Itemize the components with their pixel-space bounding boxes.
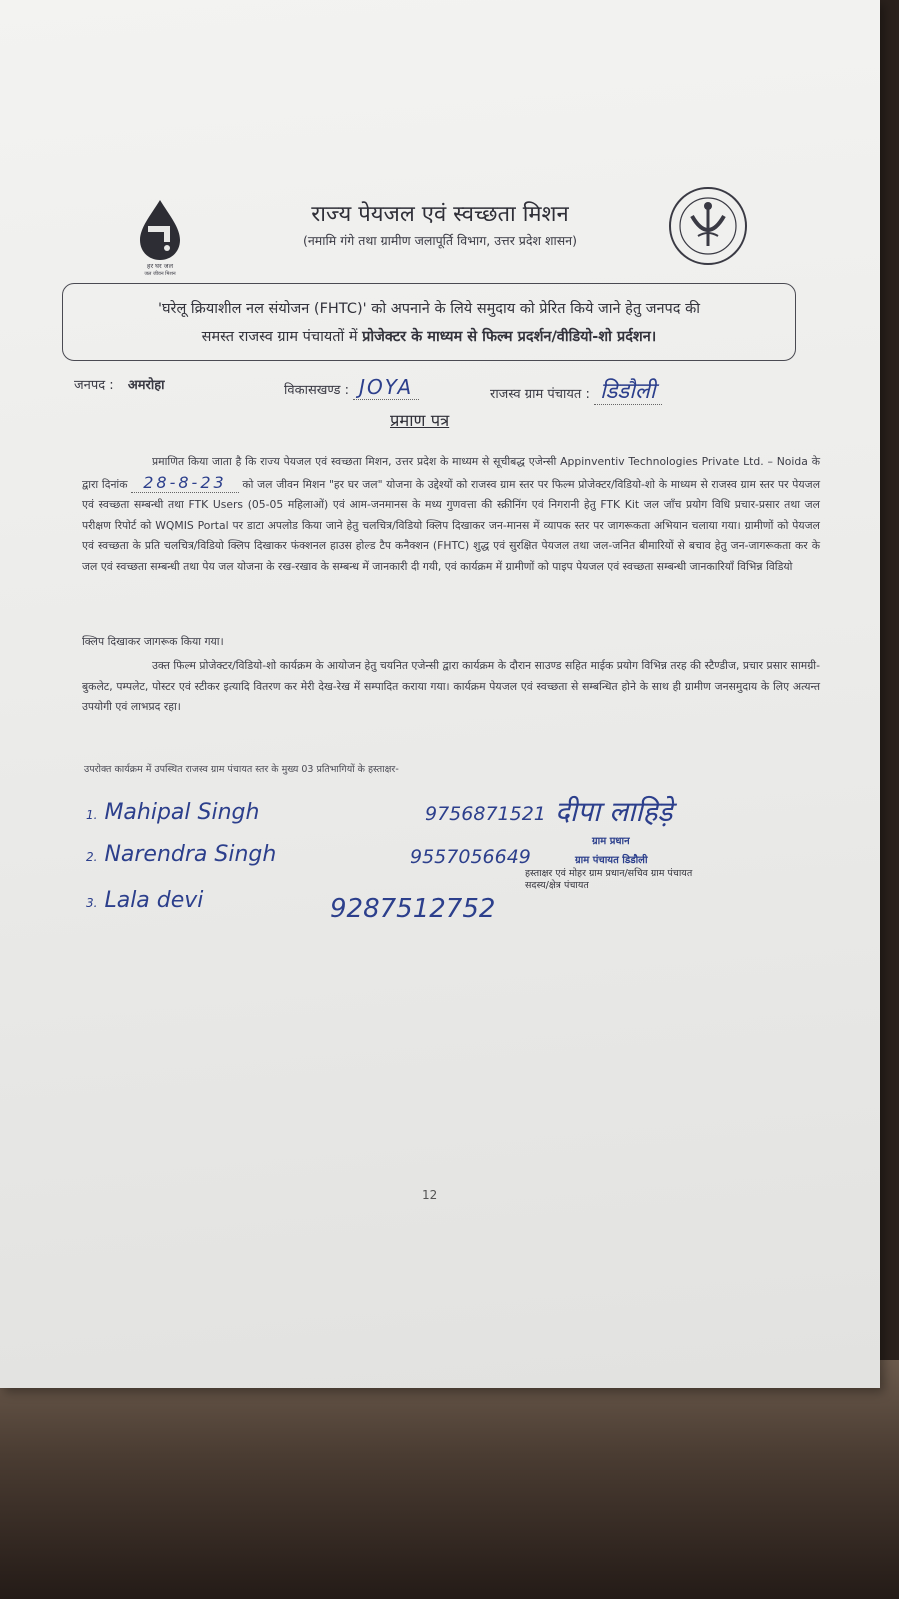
signature-row-1 [86,800,259,825]
signature-number: 3. [86,896,98,910]
gram-panchayat-value: डिडौली [594,379,662,405]
paragraph-2 [82,656,820,718]
participant-name: Narendra Singh [104,842,277,867]
official-stamp-line-1: ग्राम प्रधान [592,836,630,847]
paragraph-1-rest: को जल जीवन मिशन "हर घर जल" योजना के उद्देश्यों को राजस्व ग्राम स्तर पर फिल्म प्रोजेक्टर/विडियो-शो के माध्यम से राजस्व ग्राम स्तर पर पेयजल एवं स्वच्छता सम्बन्धी तथा FTK Users (05-05 महिलाओं) एवं आम-जनमानस के मध्य गुणवत्ता की स्क्रीनिंग एवं निगरानी हेतु FTK Kit जल जाँच प्रयोग विधि प्रचार-प्रसार तथा जल परीक्षण रिपोर्ट को WQMIS Portal पर डाटा अपलोड किया जाने हेतु चलचित्र/विडियो क्लिप दिखाकर जन-मानस में व्यापक स्तर पर जागरूकता अभियान चलाया गया। ग्रामीणों को पेयजल एवं स्वच्छता के प्रति चलचित्र/विडियो क्लिप दिखाकर फंक्शनल हाउस होल्ड टैप कनैक्शन (FHTC) शुद्ध एवं सुरक्षित पेयजल तथा जल-जनित बीमारियों से बचाव हेतु जन-जागरूकता कर के जल एवं स्वच्छता सम्बन्धी तथा पेय जल योजना के रख-रखाव के सम्बन्ध में जानकारी दी गयी, एवं कार्यक्रम में ग्रामीणों को पाइप पेयजल एवं स्वच्छता सम्बन्धी जानकारियाँ विभिन्न विडियो [82,477,821,573]
participant-phone-2: 9557056649 [410,846,531,868]
certificate-title: प्रमाण पत्र [390,411,450,430]
banner-line-2 [63,326,795,346]
program-date: 28-8-23 [131,473,238,493]
block-value: JOYA [353,375,419,400]
district-value: अमरोहा [127,378,165,393]
paragraph-1-tail: क्लिप दिखाकर जागरूक किया गया। [82,635,224,648]
district-label: जनपद : [74,378,114,393]
banner-line-2-bold: प्रोजेक्टर के माध्यम से फिल्म प्रदर्शन/वीडियो-शो प्रर्दशन। [362,329,657,345]
logo-text: हर घर जल [147,262,173,270]
official-caption: हस्ताक्षर एवं मोहर ग्राम प्रधान/सचिव ग्राम पंचायत सदस्य/क्षेत्र पंचायत [525,868,693,891]
banner-line-2-plain: समस्त राजस्व ग्राम पंचायतों में [201,329,363,345]
paragraph-2-text: उक्त फिल्म प्रोजेक्टर/विडियो-शो कार्यक्रम के आयोजन हेतु चयनित एजेन्सी द्वारा कार्यक्रम के दौरान साउण्ड सहित माईक प्रयोग विभिन्न तरह की स्टैण्डीज, प्रचार प्रसार सामग्री-बुकलेट, पम्पलेट, पोस्टर एवं स्टीकर इत्यादि वितरण कर मेरी देख-रेख में सम्पादित कराया गया। कार्यक्रम पेयजल एवं स्वच्छता से सम्बन्धित होने के साथ ही ग्रामीण जनसमुदाय के लिए अत्यन्त उपयोगी एवं लाभप्रद रहा। [82,659,820,714]
uttar-pradesh-seal [668,186,748,266]
gram-panchayat-field [490,375,662,405]
district-field [74,375,164,393]
participant-name: Lala devi [104,888,204,913]
banner-line-1: 'घरेलू क्रियाशील नल संयोजन (FHTC)' को अपनाने के लिये समुदाय को प्रेरित किये जाने हेतु जनपद की [158,301,700,317]
participant-phone-3: 9287512752 [330,894,496,924]
logo-subtext: जल जीवन मिशन [144,271,176,276]
page-number: 12 [422,1188,438,1202]
organization-subtitle: (नमामि गंगे तथा ग्रामीण जलापूर्ति विभाग, उत्तर प्रदेश शासन) [302,233,577,248]
signature-row-3 [86,888,203,913]
block-field [284,375,419,399]
paragraph-1-start: प्रमाणित किया जाता है कि राज्य पेयजल एवं स्वच्छता मिशन, उत्तर प्रदेश के माध्यम से सूचीबद्ध एजेन्सी Appinventiv Technologies Private Ltd. – Noida के द्वारा दिनांक [82,455,820,491]
program-banner [62,283,796,361]
block-label: विकासखण्ड : [284,383,350,398]
signature-row-2 [86,842,276,867]
participant-phone-1: 9756871521 [425,803,546,825]
paragraph-1 [82,452,820,578]
gram-panchayat-label: राजस्व ग्राम पंचायत : [490,387,590,402]
signature-number: 2. [86,850,98,864]
official-signature: दीपा लाहिड़े [555,795,673,828]
signatures-intro: उपरोक्त कार्यक्रम में उपस्थित राजस्व ग्राम पंचायत स्तर के मुख्य 03 प्रतिभागियों के हस्ताक्षर- [84,764,399,775]
signature-number: 1. [86,808,98,822]
official-stamp-line-2: ग्राम पंचायत डिडौली [575,855,648,866]
participant-name: Mahipal Singh [104,800,260,825]
floor-background [0,1360,899,1599]
organization-name: राज्य पेयजल एवं स्वच्छता मिशन [311,202,569,227]
